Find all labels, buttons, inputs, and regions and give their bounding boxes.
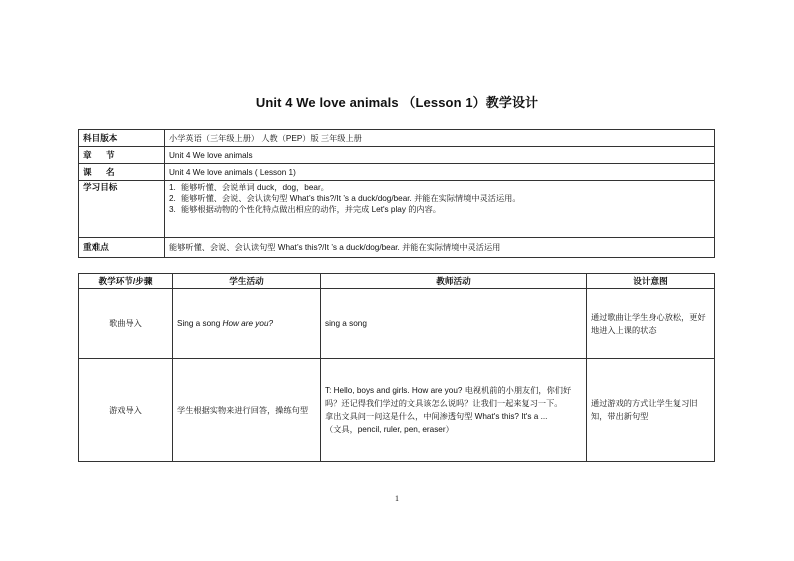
key-points-value: 能够听懂、会说、会认读句型 What’s this?/It ’s a duck/dog/bear. 并能在实际情境中灵活运用 bbox=[165, 238, 715, 258]
table-row bbox=[79, 147, 715, 164]
goal-item: 1. 能够听懂、会说单词 duck，dog，bear。 bbox=[169, 183, 329, 192]
teacher-activity-cell: T: Hello, boys and girls. How are you? 电视机前的小朋友们，你们好吗？还记得我们学过的文具该怎么说吗？让我们一起来复习一下。 拿出文具问一问这是什么，中间渗透句型 What's this? It's a ... （文具，pencil, ruler, pen, eraser） bbox=[321, 359, 587, 462]
teaching-plan-table bbox=[78, 273, 715, 462]
lesson-value: Unit 4 We love animals ( Lesson 1) bbox=[165, 164, 715, 181]
student-activity-cell: 学生根据实物来进行回答，操练句型 bbox=[173, 359, 321, 462]
table-row bbox=[79, 359, 715, 462]
design-intent-cell: 通过歌曲让学生身心放松，更好地进入上课的状态 bbox=[587, 289, 715, 359]
column-header: 设计意图 bbox=[587, 274, 715, 289]
goals-label: 学习目标 bbox=[79, 181, 165, 238]
subject-value: 小学英语（三年级上册） 人教（PEP）版 三年级上册 bbox=[165, 130, 715, 147]
column-header: 学生活动 bbox=[173, 274, 321, 289]
table-row bbox=[79, 289, 715, 359]
column-header: 教师活动 bbox=[321, 274, 587, 289]
key-points-label: 重难点 bbox=[79, 238, 165, 258]
table-header-row bbox=[79, 274, 715, 289]
table-row bbox=[79, 164, 715, 181]
table-row bbox=[79, 238, 715, 258]
step-cell: 游戏导入 bbox=[79, 359, 173, 462]
chapter-value: Unit 4 We love animals bbox=[165, 147, 715, 164]
column-header: 教学环节/步骤 bbox=[79, 274, 173, 289]
chapter-label: 章 节 bbox=[79, 147, 165, 164]
teacher-activity-cell: sing a song bbox=[321, 289, 587, 359]
table-row bbox=[79, 130, 715, 147]
goal-item: 3. 能够根据动物的个性化特点做出相应的动作，并完成 Let's play 的内容。 bbox=[169, 205, 441, 214]
page-number: 1 bbox=[395, 494, 399, 503]
design-intent-cell: 通过游戏的方式让学生复习旧知，带出新句型 bbox=[587, 359, 715, 462]
course-info-table bbox=[78, 129, 715, 258]
goal-item: 2. 能够听懂、会说、会认读句型 What’s this?/It ’s a duck/dog/bear. 并能在实际情境中灵活运用。 bbox=[169, 194, 521, 203]
document-title: Unit 4 We love animals （Lesson 1）教学设计 bbox=[255, 95, 539, 110]
goals-list bbox=[165, 181, 715, 238]
lesson-label: 课 名 bbox=[79, 164, 165, 181]
subject-label: 科目版本 bbox=[79, 130, 165, 147]
student-activity-cell: Sing a song How are you? bbox=[173, 289, 321, 359]
table-row bbox=[79, 181, 715, 238]
step-cell: 歌曲导入 bbox=[79, 289, 173, 359]
